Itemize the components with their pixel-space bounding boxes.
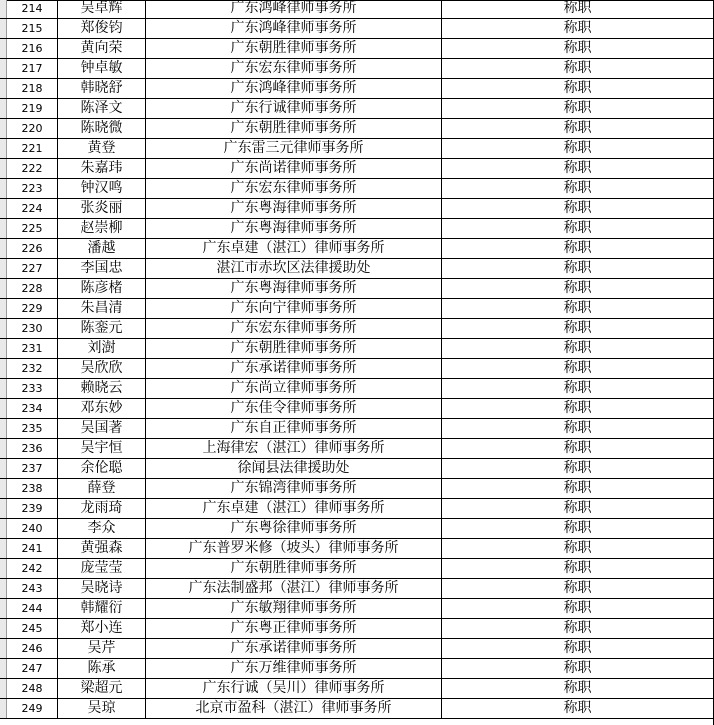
firm-cell[interactable]: 广东粤正律师事务所 xyxy=(146,619,442,638)
table-row[interactable] xyxy=(0,19,714,39)
table-row[interactable] xyxy=(0,439,714,459)
result-cell[interactable]: 称职 xyxy=(442,579,714,598)
firm-cell[interactable]: 广东尚立律师事务所 xyxy=(146,379,442,398)
result-cell[interactable]: 称职 xyxy=(442,359,714,378)
row-header-cell[interactable] xyxy=(0,179,7,198)
name-cell[interactable]: 郑小连 xyxy=(58,619,146,638)
result-cell[interactable]: 称职 xyxy=(442,679,714,698)
firm-cell[interactable]: 广东锦湾律师事务所 xyxy=(146,479,442,498)
firm-cell[interactable]: 广东尚诺律师事务所 xyxy=(146,159,442,178)
firm-cell[interactable]: 广东鸿峰律师事务所 xyxy=(146,79,442,98)
row-number-cell[interactable]: 222 xyxy=(7,159,58,178)
table-row[interactable] xyxy=(0,199,714,219)
row-number-cell[interactable]: 231 xyxy=(7,339,58,358)
name-cell[interactable]: 李众 xyxy=(58,519,146,538)
row-number-cell[interactable]: 219 xyxy=(7,99,58,118)
result-cell[interactable]: 称职 xyxy=(442,139,714,158)
row-number-cell[interactable]: 248 xyxy=(7,679,58,698)
table-row[interactable] xyxy=(0,279,714,299)
name-cell[interactable]: 李国忠 xyxy=(58,259,146,278)
row-header-cell[interactable] xyxy=(0,259,7,278)
result-cell[interactable]: 称职 xyxy=(442,639,714,658)
table-row[interactable] xyxy=(0,159,714,179)
firm-cell[interactable]: 广东自正律师事务所 xyxy=(146,419,442,438)
result-cell[interactable]: 称职 xyxy=(442,519,714,538)
table-row[interactable] xyxy=(0,179,714,199)
name-cell[interactable]: 梁超元 xyxy=(58,679,146,698)
table-row[interactable] xyxy=(0,659,714,679)
row-number-cell[interactable]: 217 xyxy=(7,59,58,78)
firm-cell[interactable]: 广东粤徐律师事务所 xyxy=(146,519,442,538)
row-number-cell[interactable]: 216 xyxy=(7,39,58,58)
row-number-cell[interactable]: 233 xyxy=(7,379,58,398)
table-row[interactable] xyxy=(0,339,714,359)
result-cell[interactable]: 称职 xyxy=(442,659,714,678)
firm-cell[interactable]: 广东佳令律师事务所 xyxy=(146,399,442,418)
name-cell[interactable]: 陈銮元 xyxy=(58,319,146,338)
name-cell[interactable]: 郑俊钧 xyxy=(58,19,146,38)
row-header-cell[interactable] xyxy=(0,699,7,718)
name-cell[interactable]: 黄向荣 xyxy=(58,39,146,58)
row-number-cell[interactable]: 218 xyxy=(7,79,58,98)
row-number-cell[interactable]: 247 xyxy=(7,659,58,678)
name-cell[interactable]: 吴欣欣 xyxy=(58,359,146,378)
table-row[interactable] xyxy=(0,359,714,379)
row-header-cell[interactable] xyxy=(0,539,7,558)
result-cell[interactable]: 称职 xyxy=(442,99,714,118)
firm-cell[interactable]: 广东雷三元律师事务所 xyxy=(146,139,442,158)
name-cell[interactable]: 陈晓微 xyxy=(58,119,146,138)
row-header-cell[interactable] xyxy=(0,279,7,298)
row-number-cell[interactable]: 228 xyxy=(7,279,58,298)
row-number-cell[interactable]: 245 xyxy=(7,619,58,638)
table-row[interactable] xyxy=(0,319,714,339)
firm-cell[interactable]: 湛江市赤坎区法律援助处 xyxy=(146,259,442,278)
firm-cell[interactable]: 广东鸿峰律师事务所 xyxy=(146,0,442,18)
table-row[interactable] xyxy=(0,519,714,539)
firm-cell[interactable]: 徐闻县法律援助处 xyxy=(146,459,442,478)
row-number-cell[interactable]: 236 xyxy=(7,439,58,458)
result-cell[interactable]: 称职 xyxy=(442,279,714,298)
row-header-cell[interactable] xyxy=(0,319,7,338)
table-row[interactable] xyxy=(0,0,714,19)
row-header-cell[interactable] xyxy=(0,299,7,318)
row-number-cell[interactable]: 237 xyxy=(7,459,58,478)
row-header-cell[interactable] xyxy=(0,379,7,398)
table-row[interactable] xyxy=(0,699,714,719)
row-header-cell[interactable] xyxy=(0,399,7,418)
result-cell[interactable]: 称职 xyxy=(442,499,714,518)
result-cell[interactable]: 称职 xyxy=(442,599,714,618)
firm-cell[interactable]: 广东粤海律师事务所 xyxy=(146,219,442,238)
result-cell[interactable]: 称职 xyxy=(442,179,714,198)
row-header-cell[interactable] xyxy=(0,59,7,78)
result-cell[interactable]: 称职 xyxy=(442,239,714,258)
name-cell[interactable]: 龙雨琦 xyxy=(58,499,146,518)
firm-cell[interactable]: 广东普罗米修（坡头）律师事务所 xyxy=(146,539,442,558)
result-cell[interactable]: 称职 xyxy=(442,699,714,718)
name-cell[interactable]: 韩耀衍 xyxy=(58,599,146,618)
table-row[interactable] xyxy=(0,559,714,579)
firm-cell[interactable]: 广东粤海律师事务所 xyxy=(146,199,442,218)
result-cell[interactable]: 称职 xyxy=(442,379,714,398)
row-header-cell[interactable] xyxy=(0,519,7,538)
row-number-cell[interactable]: 226 xyxy=(7,239,58,258)
row-number-cell[interactable]: 214 xyxy=(7,0,58,18)
firm-cell[interactable]: 广东行诚律师事务所 xyxy=(146,99,442,118)
row-number-cell[interactable]: 221 xyxy=(7,139,58,158)
row-header-cell[interactable] xyxy=(0,479,7,498)
name-cell[interactable]: 庞莹莹 xyxy=(58,559,146,578)
result-cell[interactable]: 称职 xyxy=(442,0,714,18)
name-cell[interactable]: 刘澍 xyxy=(58,339,146,358)
row-number-cell[interactable]: 230 xyxy=(7,319,58,338)
name-cell[interactable]: 钟卓敏 xyxy=(58,59,146,78)
row-number-cell[interactable]: 239 xyxy=(7,499,58,518)
table-row[interactable] xyxy=(0,219,714,239)
row-header-cell[interactable] xyxy=(0,19,7,38)
row-header-cell[interactable] xyxy=(0,659,7,678)
row-header-cell[interactable] xyxy=(0,199,7,218)
row-header-cell[interactable] xyxy=(0,619,7,638)
row-header-cell[interactable] xyxy=(0,359,7,378)
name-cell[interactable]: 薛登 xyxy=(58,479,146,498)
row-number-cell[interactable]: 225 xyxy=(7,219,58,238)
row-number-cell[interactable]: 235 xyxy=(7,419,58,438)
result-cell[interactable]: 称职 xyxy=(442,59,714,78)
name-cell[interactable]: 朱嘉玮 xyxy=(58,159,146,178)
name-cell[interactable]: 陈承 xyxy=(58,659,146,678)
firm-cell[interactable]: 广东法制盛邦（湛江）律师事务所 xyxy=(146,579,442,598)
row-number-cell[interactable]: 227 xyxy=(7,259,58,278)
firm-cell[interactable]: 广东承诺律师事务所 xyxy=(146,359,442,378)
row-number-cell[interactable]: 223 xyxy=(7,179,58,198)
result-cell[interactable]: 称职 xyxy=(442,299,714,318)
result-cell[interactable]: 称职 xyxy=(442,19,714,38)
firm-cell[interactable]: 广东行诚（吴川）律师事务所 xyxy=(146,679,442,698)
firm-cell[interactable]: 广东卓建（湛江）律师事务所 xyxy=(146,499,442,518)
row-header-cell[interactable] xyxy=(0,39,7,58)
name-cell[interactable]: 陈彦楮 xyxy=(58,279,146,298)
result-cell[interactable]: 称职 xyxy=(442,539,714,558)
result-cell[interactable]: 称职 xyxy=(442,559,714,578)
result-cell[interactable]: 称职 xyxy=(442,199,714,218)
name-cell[interactable]: 余伦聪 xyxy=(58,459,146,478)
row-header-cell[interactable] xyxy=(0,139,7,158)
name-cell[interactable]: 黄强森 xyxy=(58,539,146,558)
row-number-cell[interactable]: 240 xyxy=(7,519,58,538)
table-row[interactable] xyxy=(0,499,714,519)
row-header-cell[interactable] xyxy=(0,99,7,118)
row-number-cell[interactable]: 229 xyxy=(7,299,58,318)
result-cell[interactable]: 称职 xyxy=(442,619,714,638)
row-number-cell[interactable]: 243 xyxy=(7,579,58,598)
row-header-cell[interactable] xyxy=(0,219,7,238)
firm-cell[interactable]: 广东朝胜律师事务所 xyxy=(146,119,442,138)
table-row[interactable] xyxy=(0,479,714,499)
result-cell[interactable]: 称职 xyxy=(442,119,714,138)
firm-cell[interactable]: 广东向宁律师事务所 xyxy=(146,299,442,318)
row-header-cell[interactable] xyxy=(0,599,7,618)
row-header-cell[interactable] xyxy=(0,499,7,518)
name-cell[interactable]: 韩晓舒 xyxy=(58,79,146,98)
result-cell[interactable]: 称职 xyxy=(442,219,714,238)
firm-cell[interactable]: 北京市盈科（湛江）律师事务所 xyxy=(146,699,442,718)
row-number-cell[interactable]: 215 xyxy=(7,19,58,38)
row-number-cell[interactable]: 234 xyxy=(7,399,58,418)
row-header-cell[interactable] xyxy=(0,159,7,178)
name-cell[interactable]: 陈泽文 xyxy=(58,99,146,118)
row-number-cell[interactable]: 246 xyxy=(7,639,58,658)
firm-cell[interactable]: 广东万维律师事务所 xyxy=(146,659,442,678)
table-row[interactable] xyxy=(0,419,714,439)
table-row[interactable] xyxy=(0,119,714,139)
firm-cell[interactable]: 广东宏东律师事务所 xyxy=(146,59,442,78)
row-header-cell[interactable] xyxy=(0,0,7,18)
name-cell[interactable]: 吴琼 xyxy=(58,699,146,718)
firm-cell[interactable]: 广东朝胜律师事务所 xyxy=(146,559,442,578)
table-row[interactable] xyxy=(0,619,714,639)
table-row[interactable] xyxy=(0,579,714,599)
result-cell[interactable]: 称职 xyxy=(442,419,714,438)
result-cell[interactable]: 称职 xyxy=(442,459,714,478)
row-number-cell[interactable]: 224 xyxy=(7,199,58,218)
row-header-cell[interactable] xyxy=(0,439,7,458)
table-row[interactable] xyxy=(0,539,714,559)
row-header-cell[interactable] xyxy=(0,419,7,438)
result-cell[interactable]: 称职 xyxy=(442,479,714,498)
firm-cell[interactable]: 广东朝胜律师事务所 xyxy=(146,339,442,358)
table-row[interactable] xyxy=(0,399,714,419)
firm-cell[interactable]: 广东朝胜律师事务所 xyxy=(146,39,442,58)
table-row[interactable] xyxy=(0,39,714,59)
table-row[interactable] xyxy=(0,599,714,619)
name-cell[interactable]: 赖晓云 xyxy=(58,379,146,398)
firm-cell[interactable]: 广东承诺律师事务所 xyxy=(146,639,442,658)
row-header-cell[interactable] xyxy=(0,639,7,658)
row-header-cell[interactable] xyxy=(0,119,7,138)
table-row[interactable] xyxy=(0,639,714,659)
table-row[interactable] xyxy=(0,59,714,79)
name-cell[interactable]: 朱昌清 xyxy=(58,299,146,318)
firm-cell[interactable]: 广东宏东律师事务所 xyxy=(146,179,442,198)
name-cell[interactable]: 吴卓辉 xyxy=(58,0,146,18)
name-cell[interactable]: 潘越 xyxy=(58,239,146,258)
firm-cell[interactable]: 广东卓建（湛江）律师事务所 xyxy=(146,239,442,258)
row-header-cell[interactable] xyxy=(0,679,7,698)
table-row[interactable] xyxy=(0,679,714,699)
table-row[interactable] xyxy=(0,259,714,279)
result-cell[interactable]: 称职 xyxy=(442,339,714,358)
row-header-cell[interactable] xyxy=(0,459,7,478)
table-row[interactable] xyxy=(0,239,714,259)
table-row[interactable] xyxy=(0,139,714,159)
name-cell[interactable]: 赵崇柳 xyxy=(58,219,146,238)
table-row[interactable] xyxy=(0,79,714,99)
row-number-cell[interactable]: 244 xyxy=(7,599,58,618)
table-row[interactable] xyxy=(0,99,714,119)
name-cell[interactable]: 邓东妙 xyxy=(58,399,146,418)
row-number-cell[interactable]: 238 xyxy=(7,479,58,498)
firm-cell[interactable]: 广东宏东律师事务所 xyxy=(146,319,442,338)
row-header-cell[interactable] xyxy=(0,579,7,598)
result-cell[interactable]: 称职 xyxy=(442,399,714,418)
name-cell[interactable]: 吴芹 xyxy=(58,639,146,658)
result-cell[interactable]: 称职 xyxy=(442,79,714,98)
row-number-cell[interactable]: 242 xyxy=(7,559,58,578)
row-header-cell[interactable] xyxy=(0,79,7,98)
name-cell[interactable]: 吴宇恒 xyxy=(58,439,146,458)
table-row[interactable] xyxy=(0,459,714,479)
result-cell[interactable]: 称职 xyxy=(442,259,714,278)
result-cell[interactable]: 称职 xyxy=(442,39,714,58)
row-header-cell[interactable] xyxy=(0,559,7,578)
firm-cell[interactable]: 上海律宏（湛江）律师事务所 xyxy=(146,439,442,458)
firm-cell[interactable]: 广东敏翔律师事务所 xyxy=(146,599,442,618)
table-row[interactable] xyxy=(0,379,714,399)
row-number-cell[interactable]: 232 xyxy=(7,359,58,378)
name-cell[interactable]: 黄登 xyxy=(58,139,146,158)
row-number-cell[interactable]: 220 xyxy=(7,119,58,138)
table-row[interactable] xyxy=(0,299,714,319)
row-number-cell[interactable]: 241 xyxy=(7,539,58,558)
row-header-cell[interactable] xyxy=(0,239,7,258)
row-header-cell[interactable] xyxy=(0,339,7,358)
firm-cell[interactable]: 广东鸿峰律师事务所 xyxy=(146,19,442,38)
name-cell[interactable]: 张炎丽 xyxy=(58,199,146,218)
name-cell[interactable]: 吴晓诗 xyxy=(58,579,146,598)
name-cell[interactable]: 钟汉鸣 xyxy=(58,179,146,198)
result-cell[interactable]: 称职 xyxy=(442,159,714,178)
row-number-cell[interactable]: 249 xyxy=(7,699,58,718)
name-cell[interactable]: 吴国著 xyxy=(58,419,146,438)
result-cell[interactable]: 称职 xyxy=(442,439,714,458)
firm-cell[interactable]: 广东粤海律师事务所 xyxy=(146,279,442,298)
result-cell[interactable]: 称职 xyxy=(442,319,714,338)
